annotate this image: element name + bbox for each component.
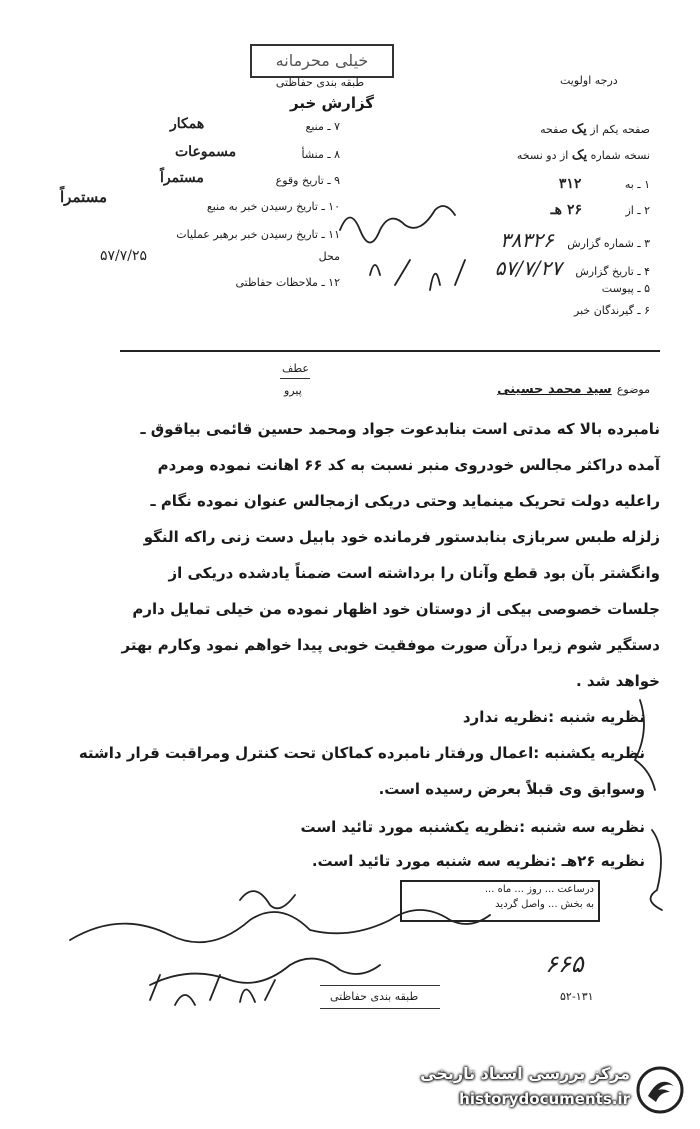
opinion-saturday: نظریه شنبه :نظریه ندارد [462,708,645,726]
field-origin-value: مسموعات [175,144,237,160]
field-news-to-leader-date: ۱۱ ـ تاریخ رسیدن خبر برهبر عملیات [176,228,340,241]
body-line-5: وانگشتر بآن بود قطع وآنان را برداشته است ضمناً یادشده دریکی از [168,564,660,582]
classification-stamp [250,44,394,78]
field-location: محل ۵۷/۷/۲۵ [100,248,340,264]
body-line-8: خواهد شد . [576,672,660,690]
field-origin: ۸ ـ منشأ مسموعات [175,144,340,161]
field-from: ۲ ـ از ۲۶ هـ [550,202,650,218]
classification-stamp-text: خیلی محرمانه [275,51,369,70]
signature-report-number [340,206,455,243]
biroo-label: پیرو [284,384,302,397]
subject-line [350,378,650,397]
field-location-value: ۵۷/۷/۲۵ [100,248,148,264]
ref-separator [280,378,310,379]
brand-url: historydocuments.ir [459,1090,630,1108]
signature-date-bottom [150,975,275,1005]
field-report-number: ۳ ـ شماره گزارش ۳۸۳۲۶ [500,228,650,252]
body-line-2: آمده دراکثر مجالس خودروی منبر نسبت به کد ۶۶ اهانت نموده ومردم [157,456,660,474]
field-occurrence-value: مستمراً [160,170,204,186]
field-to: ۱ ـ به ۳۱۲ [558,176,650,192]
brand-watermark [420,1060,690,1120]
body-line-4: زلزله طبس سربازی بنابدستور فرمانده خود بابیل دست زنی راکه النگو [143,528,660,546]
section-divider [120,350,660,352]
field-occurrence-date: ۹ ـ تاریخ وقوع مستمراً [160,170,340,187]
receipt-stamp-box [400,880,600,922]
field-news-to-source-date: ۱۰ ـ تاریخ رسیدن خبر به منبع مستمراً [60,188,340,213]
field-security-notes: ۱۲ ـ ملاحظات حفاظتی [235,276,340,289]
receipt-stamp-line1: درساعت ... روز ... ماه ... [484,884,594,895]
handwritten-id-number: ۶۶۵ [545,950,584,978]
opinion-sunday: نظریه یکشنبه :اعمال ورفتار نامبرده کماکان تحت کنترل ومراقبت قرار داشته [78,744,645,762]
field-page: صفحه یکم از یک صفحه [540,122,650,137]
signature-bottom-3 [240,891,295,908]
signature-report-date [370,260,465,290]
atf-label: عطف [282,362,309,375]
field-source-value: همکار [170,116,205,132]
field-report-date: ۴ ـ تاریخ گزارش ۵۷/۷/۲۷ [494,256,650,280]
brand-logo-icon [636,1066,684,1114]
opinion-sunday-cont: وسوابق وی قبلاً بعرض رسیده است. [378,780,645,798]
field-source: ۷ ـ منبع همکار [170,116,340,133]
signature-bottom-2 [150,959,380,985]
subject-label: موضوع [616,383,650,396]
field-news-to-source-value: مستمراً [60,188,108,206]
classification-label-bottom: طبقه بندی حفاظتی [330,990,419,1003]
opinion-26h: نظریه ۲۶هـ :نظریه سه شنبه مورد تائید است. [311,852,645,870]
body-line-3: راعلیه دولت تحریک مینماید وحتی دریکی ازمجالس عنوان نموده نگام ـ [150,492,660,510]
brand-name: مرکز بررسی اسناد تاریخی [420,1064,630,1083]
opinion-tuesday: نظریه سه شنبه :نظریه یکشنبه مورد تائید است [300,818,645,836]
body-line-1: نامبرده بالا که مدتی است بنابدعوت جواد ومحمد حسین قائمی بیاقوق ـ [140,420,660,438]
document-title: گزارش خبر [290,94,375,112]
receipt-stamp-line2: به بخش ... واصل گردید [495,899,594,910]
field-copy-number: نسخه شماره یک از دو نسخه [516,148,650,163]
margin-note-right [635,700,662,910]
body-line-6: جلسات خصوصی بیکی از دوستان خود اظهار نموده من خیلی تمایل دارم [132,600,660,618]
field-recipients: ۶ ـ گیرندگان خبر [574,304,650,317]
form-code: ۵۲-۱۳۱ [560,990,594,1003]
priority-label: درجه اولویت [560,74,618,87]
classification-label-top: طبقه بندی حفاظتی [275,76,365,89]
body-line-7: دستگیر شوم زیرا درآن صورت موفقیت خوبی پیدا خواهم نمود وکارم بهتر [121,636,660,654]
subject-value: سید محمد حسینی [497,382,612,397]
field-attachment: ۵ ـ پیوست [601,282,650,295]
